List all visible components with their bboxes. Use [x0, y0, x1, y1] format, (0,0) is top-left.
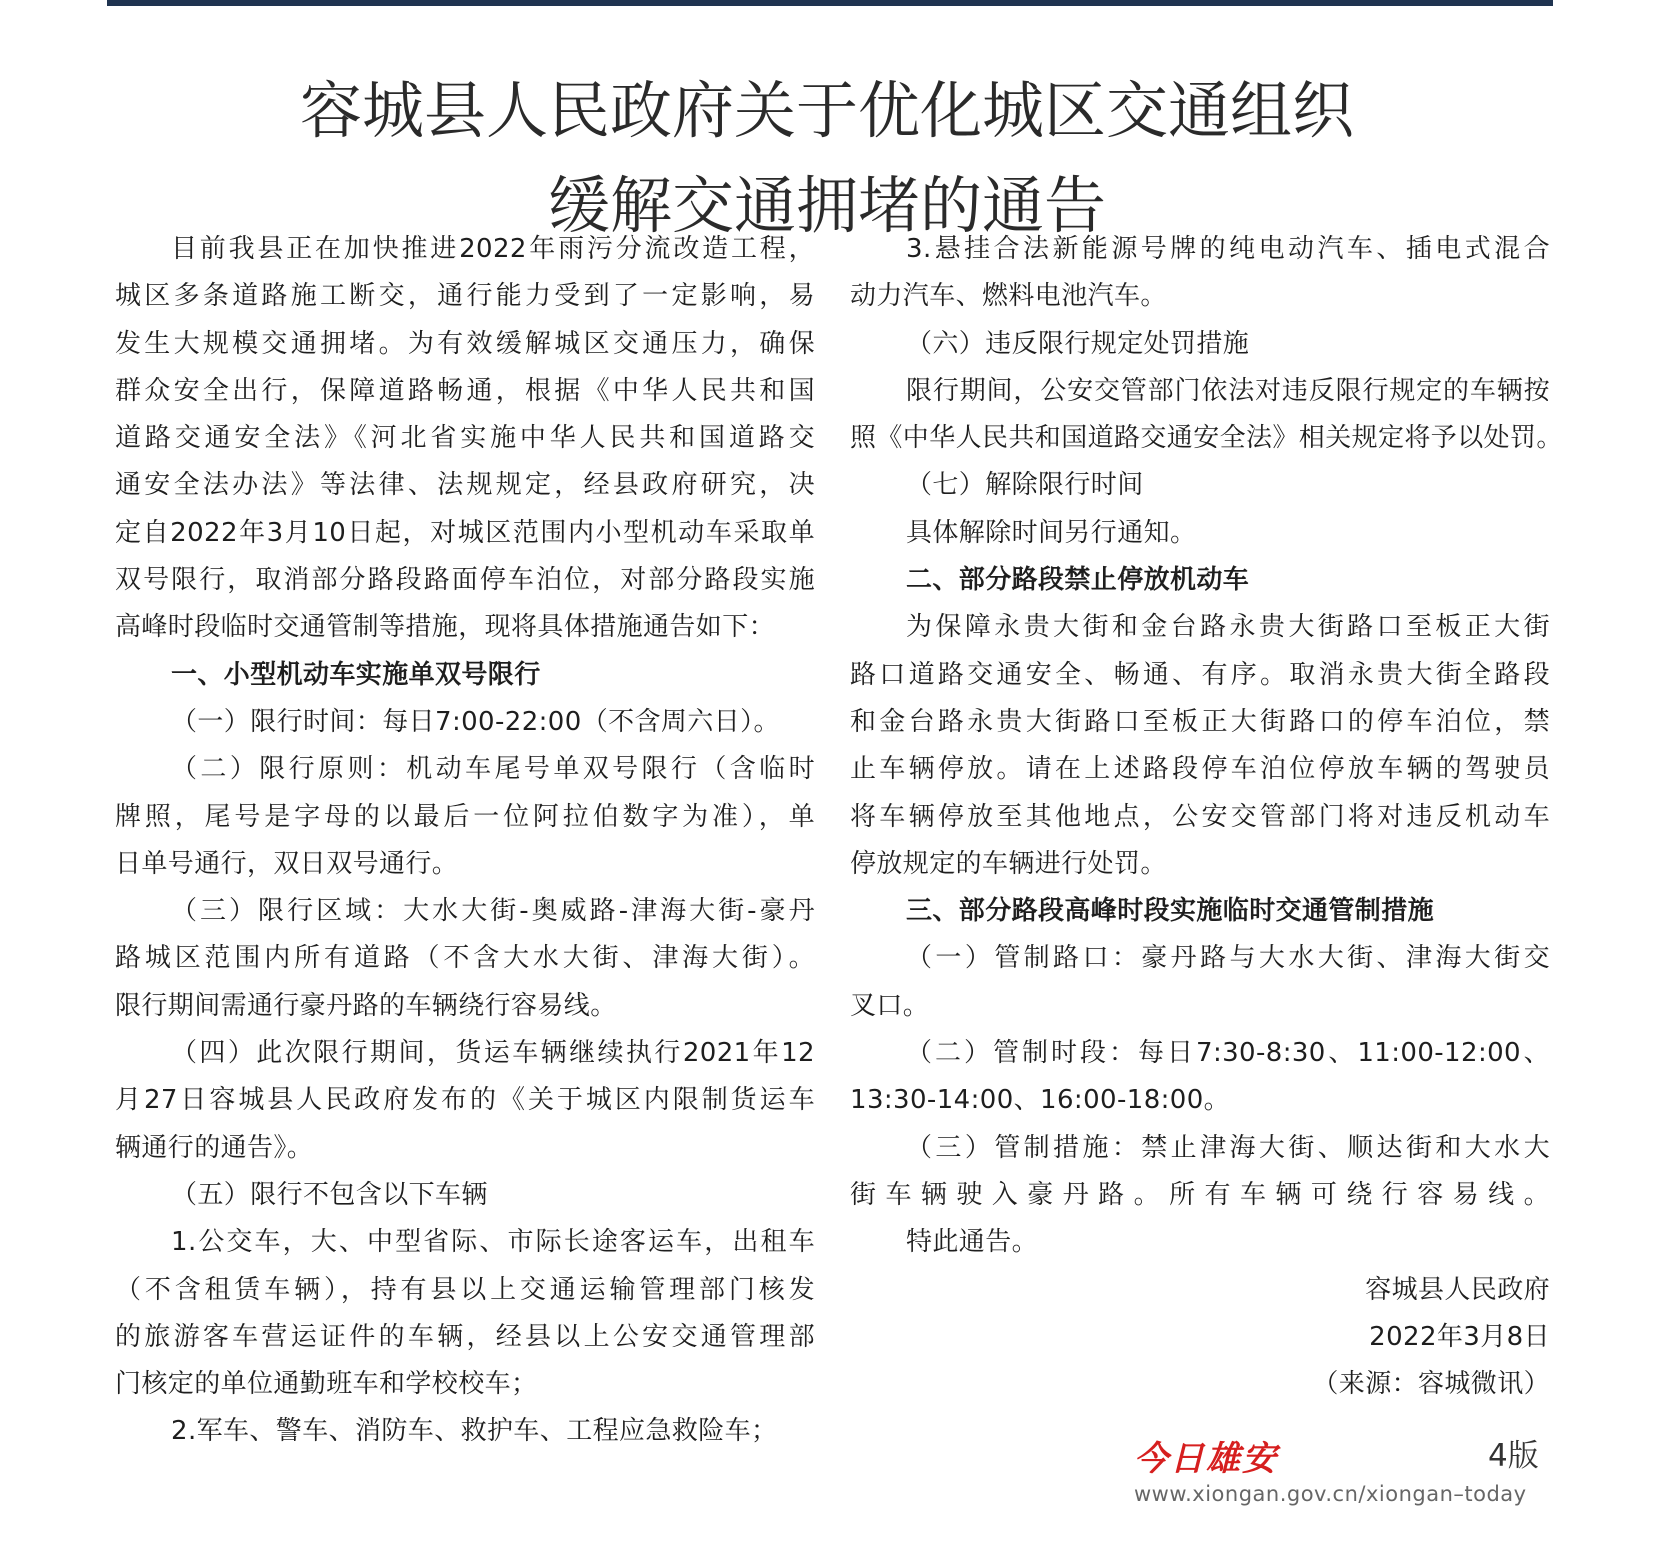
text-line: 动力汽车、燃料电池汽车。 [850, 281, 1167, 312]
text-line: （不含租赁车辆），持有县以上交通运输管理部门核发 [115, 1274, 815, 1305]
text-line: （二）管制时段：每日7:30-8:30、11:00-12:00、 [906, 1038, 1550, 1069]
text-line: （五）限行不包含以下车辆 [171, 1179, 488, 1210]
text-line: 二、部分路段禁止停放机动车 [906, 565, 1250, 596]
text-line: 双号限行，取消部分路段路面停车泊位，对部分路段实施 [115, 565, 815, 596]
text-line: 牌照，尾号是字母的以最后一位阿拉伯数字为准），单 [115, 801, 815, 832]
right-column [850, 226, 1563, 1408]
text-line: 具体解除时间另行通知。 [906, 517, 1197, 548]
page-title-line-2: 缓解交通拥堵的通告 [547, 168, 1106, 242]
text-line: 将车辆停放至其他地点，公安交管部门将对违反机动车 [850, 801, 1550, 832]
text-line: 发生大规模交通拥堵。为有效缓解城区交通压力，确保 [115, 328, 815, 359]
text-line: （三）管制措施：禁止津海大街、顺达街和大水大 [906, 1132, 1550, 1163]
text-line: 特此通告。 [906, 1227, 1039, 1258]
text-line: 城区多条道路施工断交，通行能力受到了一定影响，易 [115, 281, 815, 312]
text-line: 为保障永贵大街和金台路永贵大街路口至板正大街 [906, 612, 1550, 643]
text-line: （二）限行原则：机动车尾号单双号限行（含临时 [171, 754, 815, 785]
text-line: 限行期间，公安交管部门依法对违反限行规定的车辆按 [906, 375, 1550, 406]
text-line: 辆通行的通告》。 [115, 1132, 314, 1163]
text-line: 容城县人民政府 [1365, 1274, 1550, 1305]
text-line: 高峰时段临时交通管制等措施，现将具体措施通告如下： [115, 612, 776, 643]
text-line: 13:30-14:00、16:00-18:00。 [850, 1085, 1231, 1116]
text-line: 路城区范围内所有道路（不含大水大街、津海大街）。 [115, 943, 815, 974]
text-line: 三、部分路段高峰时段实施临时交通管制措施 [906, 896, 1435, 927]
text-line: 止车辆停放。请在上述路段停车泊位停放车辆的驾驶员 [850, 754, 1550, 785]
text-line: 停放规定的车辆进行处罚。 [850, 848, 1167, 879]
text-line: 3.悬挂合法新能源号牌的纯电动汽车、插电式混合 [906, 234, 1550, 264]
text-line: （一）限行时间：每日7:00-22:00（不含周六日）。 [171, 706, 780, 737]
text-line: 道路交通安全法》《河北省实施中华人民共和国道路交 [115, 423, 815, 454]
text-line: 2.军车、警车、消防车、救护车、工程应急救险车； [171, 1416, 778, 1447]
text-line: 月27日容城县人民政府发布的《关于城区内限制货运车 [115, 1085, 815, 1116]
page-title-line-1: 容城县人民政府关于优化城区交通组织 [299, 73, 1354, 147]
left-column [115, 226, 815, 1456]
text-line: （一）管制路口：豪丹路与大水大街、津海大街交 [906, 943, 1550, 974]
text-line: 和金台路永贵大街路口至板正大街路口的停车泊位，禁 [850, 706, 1550, 737]
text-line: （七）解除限行时间 [906, 470, 1144, 501]
text-line: 1.公交车，大、中型省际、市际长途客运车，出租车 [171, 1227, 815, 1258]
footer-url: www.xiongan.gov.cn/xiongan–today [1134, 1482, 1527, 1506]
text-line: （四）此次限行期间，货运车辆继续执行2021年12 [171, 1038, 815, 1069]
text-line: （六）违反限行规定处罚措施 [906, 328, 1250, 359]
text-line: 一、小型机动车实施单双号限行 [171, 659, 541, 690]
text-line: 照《中华人民共和国道路交通安全法》相关规定将予以处罚。 [850, 423, 1563, 454]
text-line: 门核定的单位通勤班车和学校校车； [115, 1369, 538, 1400]
text-line: （来源：容城微讯） [1312, 1369, 1550, 1400]
text-line: 的旅游客车营运证件的车辆，经县以上公安交通管理部 [115, 1321, 815, 1352]
text-line: 限行期间需通行豪丹路的车辆绕行容易线。 [115, 990, 617, 1021]
text-line: 通安全法办法》等法律、法规规定，经县政府研究，决 [115, 470, 815, 501]
text-line: 街车辆驶入豪丹路。所有车辆可绕行容易线。 [850, 1179, 1550, 1210]
text-line: 目前我县正在加快推进2022年雨污分流改造工程， [171, 234, 815, 264]
text-line: 叉口。 [850, 990, 930, 1021]
top-rule [107, 0, 1553, 6]
text-line: 群众安全出行，保障道路畅通，根据《中华人民共和国 [115, 375, 815, 406]
text-line: 日单号通行，双日双号通行。 [115, 848, 459, 879]
text-line: 路口道路交通安全、畅通、有序。取消永贵大街全路段 [850, 659, 1550, 690]
page-number: 4版 [1488, 1438, 1539, 1474]
text-line: （三）限行区域：大水大街-奥威路-津海大街-豪丹 [171, 896, 815, 927]
newspaper-logo: 今日雄安 [1134, 1439, 1278, 1479]
text-line: 定自2022年3月10日起，对城区范围内小型机动车采取单 [115, 517, 815, 548]
text-line: 2022年3月8日 [1369, 1321, 1550, 1352]
